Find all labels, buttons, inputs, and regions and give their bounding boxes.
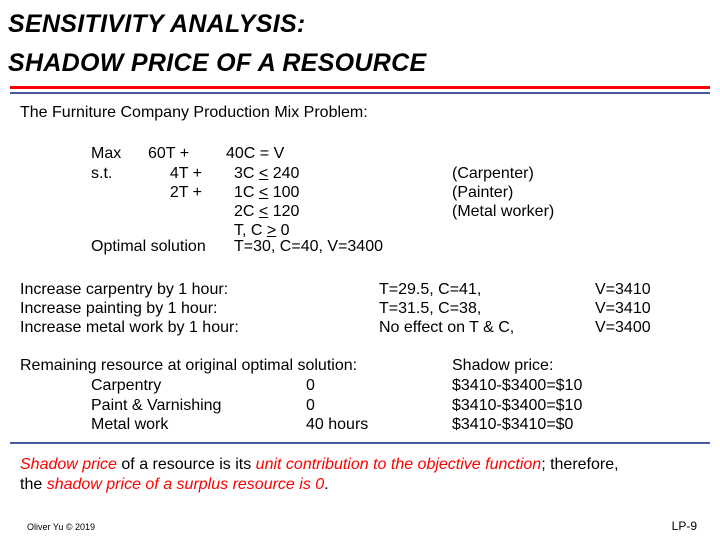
summary-divider xyxy=(10,442,710,444)
summary-line-1: Shadow price of a resource is its unit contribution to the objective function; therefore, xyxy=(20,456,619,473)
constraint-2-expr: 1C < 100 xyxy=(234,184,300,201)
constraint-3-note: (Metal worker) xyxy=(452,203,555,220)
title-divider-blue xyxy=(10,92,710,94)
shadow-price-carpentry: $3410-$3400=$10 xyxy=(452,377,583,394)
increase-effect-carpentry: T=29.5, C=41, xyxy=(379,281,482,298)
optimal-value: T=30, C=40, V=3400 xyxy=(234,238,383,255)
constraint-2-note: (Painter) xyxy=(452,184,514,201)
increase-v-metal: V=3400 xyxy=(595,319,651,336)
constraint-1-t: 4T + xyxy=(169,165,202,182)
objective-t-term: 60T + xyxy=(148,145,190,162)
shadow-price-paint: $3410-$3400=$10 xyxy=(452,397,583,414)
increase-label-metal: Increase metal work by 1 hour: xyxy=(20,319,239,336)
increase-effect-painting: T=31.5, C=38, xyxy=(379,300,482,317)
remaining-header: Remaining resource at original optimal solution: xyxy=(20,357,358,374)
title-line-2: SHADOW PRICE OF A RESOURCE xyxy=(8,49,427,77)
footer-page-number: LP-9 xyxy=(671,519,697,533)
title-divider-red xyxy=(10,86,710,89)
max-label: Max xyxy=(91,145,122,162)
increase-label-carpentry: Increase carpentry by 1 hour: xyxy=(20,281,229,298)
remaining-name-metal: Metal work xyxy=(91,416,169,433)
optimal-label: Optimal solution xyxy=(91,238,206,255)
increase-v-painting: V=3410 xyxy=(595,300,651,317)
constraint-3-expr: 2C < 120 xyxy=(234,203,300,220)
constraint-1-expr: 3C < 240 xyxy=(234,165,300,182)
st-label: s.t. xyxy=(91,165,113,182)
constraint-2-t: 2T + xyxy=(169,184,202,201)
objective-c-term: 40C = V xyxy=(226,145,285,162)
remaining-amount-metal: 40 hours xyxy=(306,416,369,433)
shadow-price-header: Shadow price: xyxy=(452,357,554,374)
remaining-amount-paint: 0 xyxy=(306,397,315,414)
subtitle: The Furniture Company Production Mix Problem: xyxy=(20,104,368,121)
remaining-name-paint: Paint & Varnishing xyxy=(91,397,222,414)
constraint-4-expr: T, C > 0 xyxy=(234,222,290,239)
remaining-name-carpentry: Carpentry xyxy=(91,377,162,394)
footer-author: Oliver Yu © 2019 xyxy=(27,522,96,532)
increase-v-carpentry: V=3410 xyxy=(595,281,651,298)
constraint-1-note: (Carpenter) xyxy=(452,165,534,182)
summary-line-2: the shadow price of a surplus resource is 0. xyxy=(20,476,329,493)
increase-effect-metal: No effect on T & C, xyxy=(379,319,515,336)
title-line-1: SENSITIVITY ANALYSIS: xyxy=(8,10,306,38)
shadow-price-metal: $3410-$3410=$0 xyxy=(452,416,574,433)
increase-label-painting: Increase painting by 1 hour: xyxy=(20,300,218,317)
remaining-amount-carpentry: 0 xyxy=(306,377,315,394)
